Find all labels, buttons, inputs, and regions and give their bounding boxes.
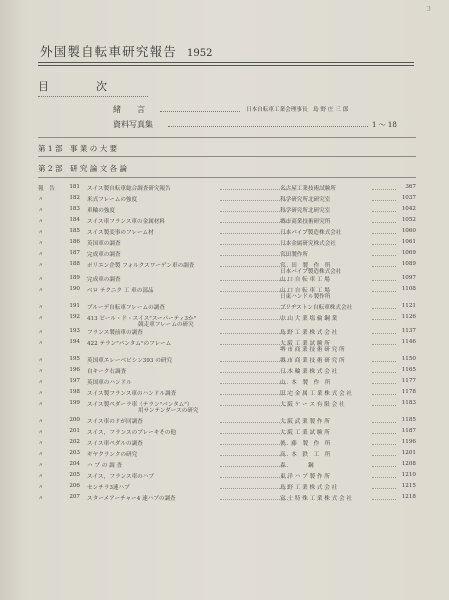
entry-page-leader-dots [372, 189, 396, 190]
entry-leader-dots [220, 255, 288, 256]
entry-organization: 堺 市 商 業 技 術 研 究 所 [280, 358, 345, 364]
entry-page-leader-dots [372, 488, 396, 489]
entry-leader-dots [220, 444, 288, 445]
entry-number: 186 [69, 239, 80, 245]
toc-entry [38, 195, 416, 206]
entry-organization: 中 山 大 業 塩 倫 鋼 業 [280, 316, 338, 322]
entry-title: プルーデ自転車フレームの調査 [87, 305, 165, 311]
toc-heading-1: 目 [38, 80, 49, 93]
entry-leader-dots [220, 222, 288, 223]
entry-label: 〃 [38, 496, 44, 502]
entry-organization: 大 阪 工 業 試 験 所 [280, 430, 330, 436]
entry-label: 〃 [38, 288, 44, 294]
toc-entry [38, 303, 416, 314]
entry-title: スイス製ペダーラ車（テラン"パンタム"） [87, 402, 193, 408]
separator-3 [38, 177, 416, 178]
entry-title: ポリエン企製 フォルクスワーゲン車の調査 [87, 263, 195, 269]
entry-label: 〃 [38, 358, 44, 364]
entry-organization: 後 藤 製 作 所 [280, 441, 331, 447]
entry-organization: 堺市商業技術研究所 [280, 219, 331, 225]
entry-organization: 山 口 自 転 車 工 場 [280, 288, 330, 294]
entry-page: 367 [405, 184, 416, 190]
entry-label: 〃 [38, 391, 44, 397]
entry-page-leader-dots [372, 394, 396, 395]
toc-entry [38, 494, 416, 505]
photo-collection-title: 資料写真集 [113, 120, 153, 129]
separator-1 [38, 137, 416, 138]
entry-title: スターメアーチャー4 速ハブの調査 [87, 496, 176, 502]
toc-entry [38, 239, 416, 250]
entry-leader-dots [220, 233, 288, 234]
entry-label: 〃 [38, 277, 44, 283]
entry-organization: 宮田製作所 [280, 252, 308, 258]
entry-page: 1218 [401, 494, 416, 500]
entry-label: 〃 [38, 441, 44, 447]
entry-page: 1069 [401, 250, 416, 256]
entry-leader-dots [220, 211, 288, 212]
part-1-label: 第 1 部 事 業 の 大 要 [38, 144, 118, 153]
entry-page-leader-dots [372, 333, 396, 334]
entry-label: 〃 [38, 316, 44, 322]
entry-leader-dots [220, 466, 288, 467]
entry-label: 〃 [38, 241, 44, 247]
entry-organization: 島 野 工 業 株 式 会 社 [280, 330, 338, 336]
entry-leader-dots [220, 433, 288, 434]
entry-page: 1126 [401, 314, 416, 320]
entry-page: 1137 [401, 328, 416, 334]
toc-entry [38, 339, 416, 353]
entry-organization: 山 本 製 作 所 [280, 380, 331, 386]
entry-page: 1061 [401, 239, 416, 245]
entry-organization: ブリヂストン自転車株式会社 [280, 305, 353, 311]
entry-title: 英国車のハンドル [87, 380, 132, 386]
entry-number: 200 [69, 417, 80, 423]
entry-page: 1165 [401, 367, 416, 373]
toc-entry [38, 472, 416, 483]
entry-number: 201 [69, 428, 80, 434]
entry-page: 1215 [401, 483, 416, 489]
entry-leader-dots [220, 244, 288, 245]
entry-organization: 日本金属研究株式会社 [280, 241, 336, 247]
entry-number: 191 [69, 303, 80, 309]
entry-organization: 東 洋 ハ ブ 製 作 所 [280, 474, 330, 480]
entry-page-leader-dots [372, 255, 396, 256]
entry-leader-dots [220, 280, 288, 281]
entry-organization: 宮 田 製 作 所 [280, 263, 331, 269]
entry-leader-dots [220, 455, 288, 456]
entry-leader-dots [220, 499, 288, 500]
entry-number: 202 [69, 439, 80, 445]
entry-page-leader-dots [372, 222, 396, 223]
entry-title: スイス製フランス車のハンドル調査 [87, 391, 177, 397]
page-number: 3 [427, 6, 431, 13]
toc-entry [38, 261, 416, 275]
entry-leader-dots [220, 488, 288, 489]
entry-number: 189 [69, 275, 80, 281]
entry-organization: 山 口 自 転 車 工 場 [280, 277, 330, 283]
entry-label: 〃 [38, 263, 44, 269]
separator-2 [38, 156, 416, 157]
entry-title: スイス製変事のフレーム材 [87, 230, 154, 236]
entry-number: 205 [69, 472, 80, 478]
entry-label: 〃 [38, 252, 44, 258]
entry-title: 車輪の強度 [87, 208, 115, 214]
entry-organization: 富 士 特 殊 工 業 株 式 会 社 [280, 496, 352, 502]
toc-entry [38, 328, 416, 339]
entry-leader-dots [220, 308, 288, 309]
entry-title: 413 ピール・ド・スイス"スーパーティ3か" [87, 316, 197, 322]
entry-leader-dots [220, 319, 288, 320]
entry-title: 完成車の調査 [87, 277, 121, 283]
entry-page-leader-dots [372, 405, 396, 406]
entry-title: 米式フレームの強度 [87, 197, 138, 203]
entry-page-leader-dots [372, 266, 396, 267]
entry-title: スイス，フランスのブレーキその他 [87, 430, 177, 436]
toc-entry [38, 217, 416, 228]
entry-page-leader-dots [372, 477, 396, 478]
entry-page: 1183 [401, 400, 416, 406]
entry-number: 183 [69, 206, 80, 212]
entry-title: ハ ブ の 調 査 [87, 463, 123, 469]
entry-page-leader-dots [372, 466, 396, 467]
toc-entry [38, 275, 416, 286]
entry-label: 〃 [38, 474, 44, 480]
photo-collection-dots [168, 126, 368, 127]
entry-page: 1178 [401, 389, 416, 395]
entry-number: 198 [69, 389, 80, 395]
entry-page: 1037 [401, 195, 416, 201]
entry-organization: 大 阪 工 業 試 験 所 [280, 341, 330, 347]
entry-page: 1042 [401, 206, 416, 212]
entry-organization: 科学研究所北研究室 [280, 208, 331, 214]
entry-page-leader-dots [372, 319, 396, 320]
preface-dots [160, 111, 240, 112]
entry-label: 〃 [38, 402, 44, 408]
entry-page-leader-dots [372, 455, 396, 456]
entry-title: 完成車の調査 [87, 252, 121, 258]
toc-entry [38, 286, 416, 300]
entry-page-leader-dots [372, 244, 396, 245]
entry-page: 1177 [401, 378, 416, 384]
entry-organization-line2: 堺 市 商 業 技 術 研 究 所 [280, 347, 345, 353]
entry-label: 〃 [38, 197, 44, 203]
entry-page-leader-dots [372, 280, 396, 281]
entry-title: フランス製前車の調査 [87, 330, 143, 336]
entry-title: 自キーク右調査 [87, 369, 127, 375]
report-year: 1952 [187, 48, 213, 59]
toc-entry [38, 367, 416, 378]
entry-organization: 島 野 工 業 株 式 会 社 [280, 485, 338, 491]
entry-number: 182 [69, 195, 80, 201]
entry-leader-dots [220, 405, 288, 406]
entry-title-line2: 競走車フレームの研究 [138, 322, 194, 328]
entry-label: 〃 [38, 219, 44, 225]
entry-page: 1060 [401, 228, 416, 234]
entry-label: 〃 [38, 430, 44, 436]
entry-title: スイス車フランス車の金属材料 [87, 219, 165, 225]
entry-leader-dots [220, 200, 288, 201]
toc-entry [38, 250, 416, 261]
entry-page-leader-dots [372, 291, 396, 292]
photo-collection-pages: 1 ～ 18 [372, 121, 397, 129]
entry-page-leader-dots [372, 308, 396, 309]
entry-number: 197 [69, 378, 80, 384]
entry-label: 〃 [38, 463, 44, 469]
entry-page: 1196 [401, 439, 416, 445]
entry-page: 1185 [401, 417, 416, 423]
entry-title: スイス車のドが回調査 [87, 419, 143, 425]
entry-title: センチラ3速ハブ [87, 485, 130, 491]
entry-leader-dots [220, 291, 288, 292]
entry-leader-dots [220, 266, 288, 267]
entry-organization: 森 鋼 [280, 463, 314, 469]
part-2-label: 第 2 部 研 究 論 文 各 論 [38, 164, 127, 173]
entry-label: 〃 [38, 452, 44, 458]
toc-entry [38, 428, 416, 439]
toc-entry [38, 417, 416, 428]
entry-label: 〃 [38, 485, 44, 491]
entry-number: 194 [69, 339, 80, 345]
entry-page-leader-dots [372, 344, 396, 345]
entry-title: ベロ テクニク 工 車の部品 [87, 288, 154, 294]
entry-page: 1052 [401, 217, 416, 223]
entry-organization: 科学研究所北研究室 [280, 197, 331, 203]
entry-number: 181 [69, 184, 80, 190]
entry-leader-dots [220, 372, 288, 373]
entry-page-leader-dots [372, 444, 396, 445]
entry-label: 〃 [38, 330, 44, 336]
entry-number: 196 [69, 367, 80, 373]
entry-page: 1201 [401, 450, 416, 456]
entry-number: 195 [69, 356, 80, 362]
toc-entry [38, 356, 416, 367]
entry-page-leader-dots [372, 200, 396, 201]
entry-label: 〃 [38, 208, 44, 214]
entry-page-leader-dots [372, 499, 396, 500]
toc-entry [38, 314, 416, 328]
entry-title: スイス，フランス車のハブ [87, 474, 154, 480]
entry-number: 190 [69, 286, 80, 292]
entry-leader-dots [220, 477, 288, 478]
entry-leader-dots [220, 383, 288, 384]
entry-number: 187 [69, 250, 80, 256]
entry-page-leader-dots [372, 422, 396, 423]
entry-page-leader-dots [372, 233, 396, 234]
entry-organization: 名古屋工業技術試験所 [280, 186, 336, 192]
toc-entry [38, 378, 416, 389]
toc-entry [38, 400, 416, 414]
entry-number: 206 [69, 483, 80, 489]
heading-dotted-rule [38, 96, 148, 97]
entry-page: 1210 [401, 472, 416, 478]
entry-label: 〃 [38, 305, 44, 311]
entry-organization: 旧 宅 金 属 工 業 株 式 会 社 [280, 391, 352, 397]
entry-organization-line2: 日東ハンドル製作所 [280, 294, 331, 300]
preface-title: 緒 言 [113, 105, 145, 114]
entry-organization: 大 阪 ケ ー ス 有 限 会 社 [280, 402, 345, 408]
title-rule-top [38, 62, 414, 63]
entry-leader-dots [220, 333, 288, 334]
entry-organization-line2: 日本パイプ製造株式会社 [280, 269, 342, 275]
entry-page: 1121 [401, 303, 416, 309]
entry-title: 422 テラン"パンタム"のフレーム [87, 341, 172, 347]
entry-number: 188 [69, 261, 80, 267]
entry-page: 1150 [401, 356, 416, 362]
report-title [40, 42, 212, 60]
entry-title: スイス車ペダルの調査 [87, 441, 143, 447]
entry-number: 204 [69, 461, 80, 467]
entry-title-line2: 用サンテンダースの研究 [138, 408, 199, 414]
toc-entry [38, 461, 416, 472]
entry-page-leader-dots [372, 433, 396, 434]
report-title-text: 外国製自転車研究報告 [40, 44, 178, 59]
toc-heading-2: 次 [96, 80, 107, 93]
entry-title: ギヤクランクの研究 [87, 452, 138, 458]
entry-page: 1108 [401, 286, 416, 292]
entry-label: 報 告 [38, 186, 55, 192]
entry-number: 193 [69, 328, 80, 334]
entry-label: 〃 [38, 341, 44, 347]
preface-author: 日本自転車工業会理事長 島 野 庄 三 郎 [246, 107, 349, 113]
entry-organization: 日 本 輪 業 株 式 会 社 [280, 369, 338, 375]
entry-number: 185 [69, 228, 80, 234]
entry-page-leader-dots [372, 372, 396, 373]
toc-entry [38, 450, 416, 461]
entry-page: 1187 [401, 428, 416, 434]
entry-page-leader-dots [372, 211, 396, 212]
entry-number: 192 [69, 314, 80, 320]
entry-page: 1089 [401, 261, 416, 267]
toc-entry [38, 184, 416, 195]
entry-title: 英国車エレーベビシン393 の研究 [87, 358, 173, 364]
entry-leader-dots [220, 344, 288, 345]
toc-entry [38, 439, 416, 450]
title-rule-bottom [38, 65, 414, 66]
entry-number: 199 [69, 400, 80, 406]
entry-number: 184 [69, 217, 80, 223]
toc-entry [38, 389, 416, 400]
entry-page-leader-dots [372, 383, 396, 384]
entry-label: 〃 [38, 419, 44, 425]
entry-title: スイス製自転車総合調査研究報告 [87, 186, 171, 192]
entry-leader-dots [220, 361, 288, 362]
toc-entry [38, 483, 416, 494]
entry-leader-dots [220, 394, 288, 395]
entry-leader-dots [220, 189, 288, 190]
entry-page-leader-dots [372, 361, 396, 362]
entry-label: 〃 [38, 369, 44, 375]
entry-leader-dots [220, 422, 288, 423]
entry-page: 1146 [401, 339, 416, 345]
entry-page: 1208 [401, 461, 416, 467]
entry-organization: 日本パイプ製造株式会社 [280, 230, 342, 236]
entry-number: 203 [69, 450, 80, 456]
entry-label: 〃 [38, 230, 44, 236]
toc-entry [38, 228, 416, 239]
entry-number: 207 [69, 494, 80, 500]
toc-entry [38, 206, 416, 217]
entry-page: 1097 [401, 275, 416, 281]
entry-organization: 大 阪 武 業 製 作 所 [280, 419, 330, 425]
entry-label: 〃 [38, 380, 44, 386]
entry-title: 英国車の調査 [87, 241, 121, 247]
entry-organization: 高 本 鉄 工 所 [280, 452, 331, 458]
